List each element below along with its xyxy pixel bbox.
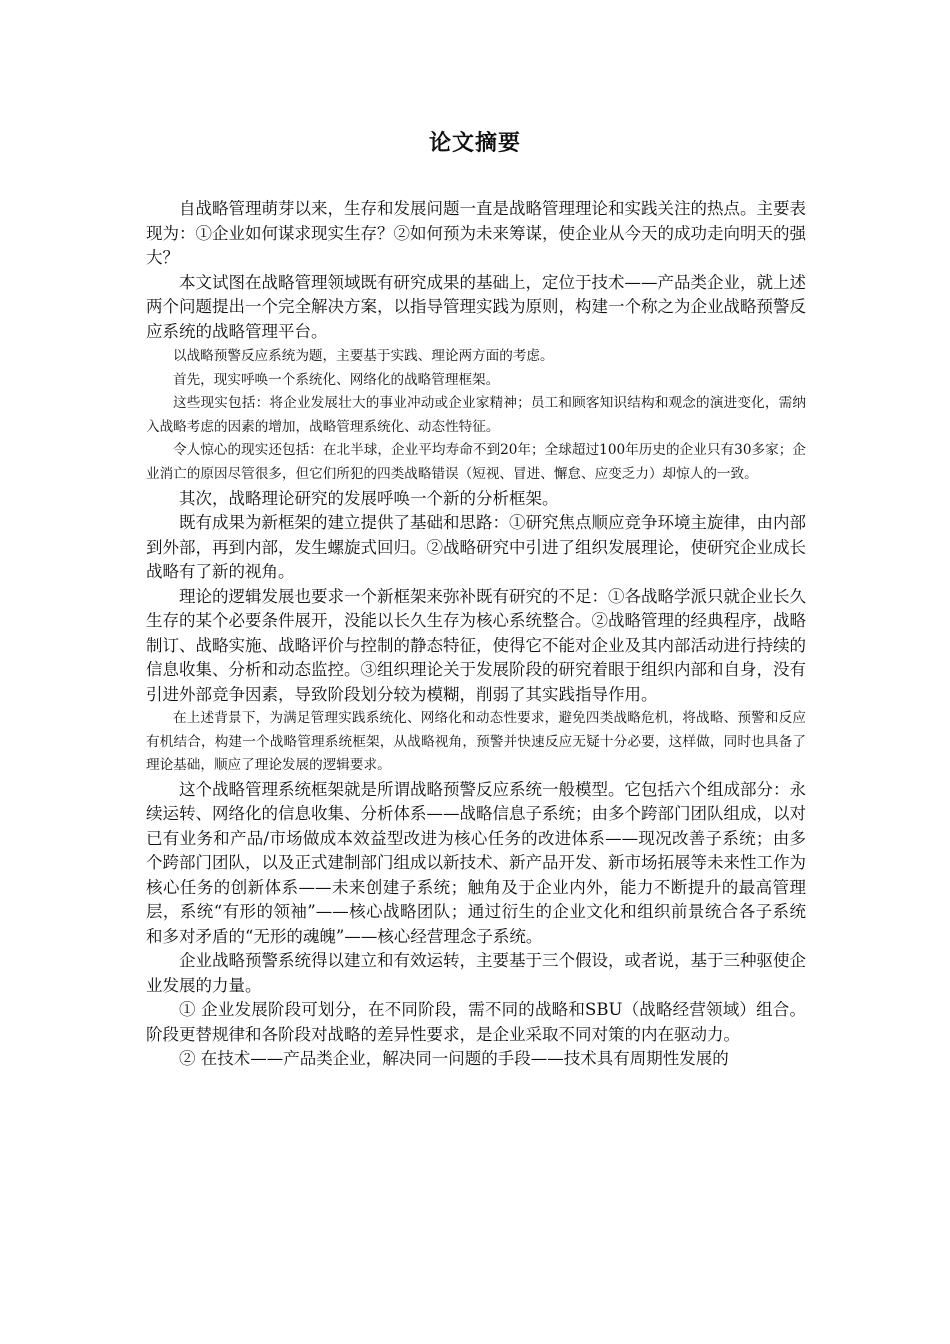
paragraph-10: 在上述背景下，为满足管理实践系统化、网络化和动态性要求，避免四类战略危机，将战略、预警和反应有机结合，构建一个战略管理系统框架，从战略视角，预警并快速反应无疑十分必要，这样做，同时也具备了理论基础，顺应了理论发展的逻辑要求。 xyxy=(146,710,806,774)
abstract-body xyxy=(146,197,806,1072)
paragraph-11: 这个战略管理系统框架就是所谓战略预警反应系统一般模型。它包括六个组成部分：永续运转、网络化的信息收集、分析体系——战略信息子系统；由多个跨部门团队组成，以对已有业务和产品/市场做成本效益型改进为核心任务的改进体系——现况改善子系统；由多个跨部门团队，以及正式建制部门组成以新技术、新产品开发、新市场拓展等未来性工作为核心任务的创新体系——未来创建子系统；触角及于企业内外，能力不断提升的最高管理层，系统“有形的领袖”——核心战略团队；通过衍生的企业文化和组织前景统合各子系统和多对矛盾的“无形的魂魄”——核心经营理念子系统。 xyxy=(146,779,806,946)
paragraph-4: 首先，现实呼唤一个系统化、网络化的战略管理框架。 xyxy=(173,371,500,388)
paragraph-8: 既有成果为新框架的建立提供了基础和思路：①研究焦点顺应竞争环境主旋律，由内部到外部，再到内部，发生螺旋式回归。②战略研究中引进了组织发展理论，使研究企业成长战略有了新的视角。 xyxy=(146,513,806,582)
paragraph-5: 这些现实包括：将企业发展壮大的事业冲动或企业家精神；员工和顾客知识结构和观念的演进变化，需纳入战略考虑的因素的增加，战略管理系统化、动态性特征。 xyxy=(146,395,806,435)
paragraph-3: 以战略预警反应系统为题，主要基于实践、理论两方面的考虑。 xyxy=(173,348,554,364)
paragraph-12: 企业战略预警系统得以建立和有效运转，主要基于三个假设，或者说，基于三种驱使企业发展的力量。 xyxy=(146,951,806,995)
paragraph-1: 自战略管理萌芽以来，生存和发展问题一直是战略管理理论和实践关注的热点。主要表现为：①企业如何谋求现实生存？②如何预为未来筹谋，使企业从今天的成功走向明天的强大？ xyxy=(146,199,806,267)
paragraph-14: ② 在技术——产品类企业，解决同一问题的手段——技术具有周期性发展的 xyxy=(179,1049,729,1069)
paragraph-13: ① 企业发展阶段可划分，在不同阶段，需不同的战略和SBU（战略经营领域）组合。阶段更替规律和各阶段对战略的差异性要求，是企业采取不同对策的内在驱动力。 xyxy=(146,1000,806,1044)
paragraph-7: 其次，战略理论研究的发展呼唤一个新的分析框架。 xyxy=(179,488,559,508)
paragraph-6: 令人惊心的现实还包括：在北半球，企业平均寿命不到20年；全球超过100年历史的企业只有30多家；企业消亡的原因尽管很多，但它们所犯的四类战略错误（短视、冒进、懈怠、应变乏力）却惊人的一致。 xyxy=(146,442,806,482)
paragraph-2: 本文试图在战略管理领域既有研究成果的基础上，定位于技术——产品类企业，就上述两个问题提出一个完全解决方案，以指导管理实践为原则，构建一个称之为企业战略预警反应系统的战略管理平台。 xyxy=(146,272,806,341)
page-title: 论文摘要 xyxy=(428,130,521,156)
paragraph-9: 理论的逻辑发展也要求一个新框架来弥补既有研究的不足：①各战略学派只就企业长久生存的某个必要条件展开，没能以长久生存为核心系统整合。②战略管理的经典程序，战略制订、战略实施、战略评价与控制的静态特征，使得它不能对企业及其内部活动进行持续的信息收集、分析和动态监控。③组织理论关于发展阶段的研究着眼于组织内部和自身，没有引进外部竞争因素，导致阶段划分较为模糊，削弱了其实践指导作用。 xyxy=(146,586,806,704)
